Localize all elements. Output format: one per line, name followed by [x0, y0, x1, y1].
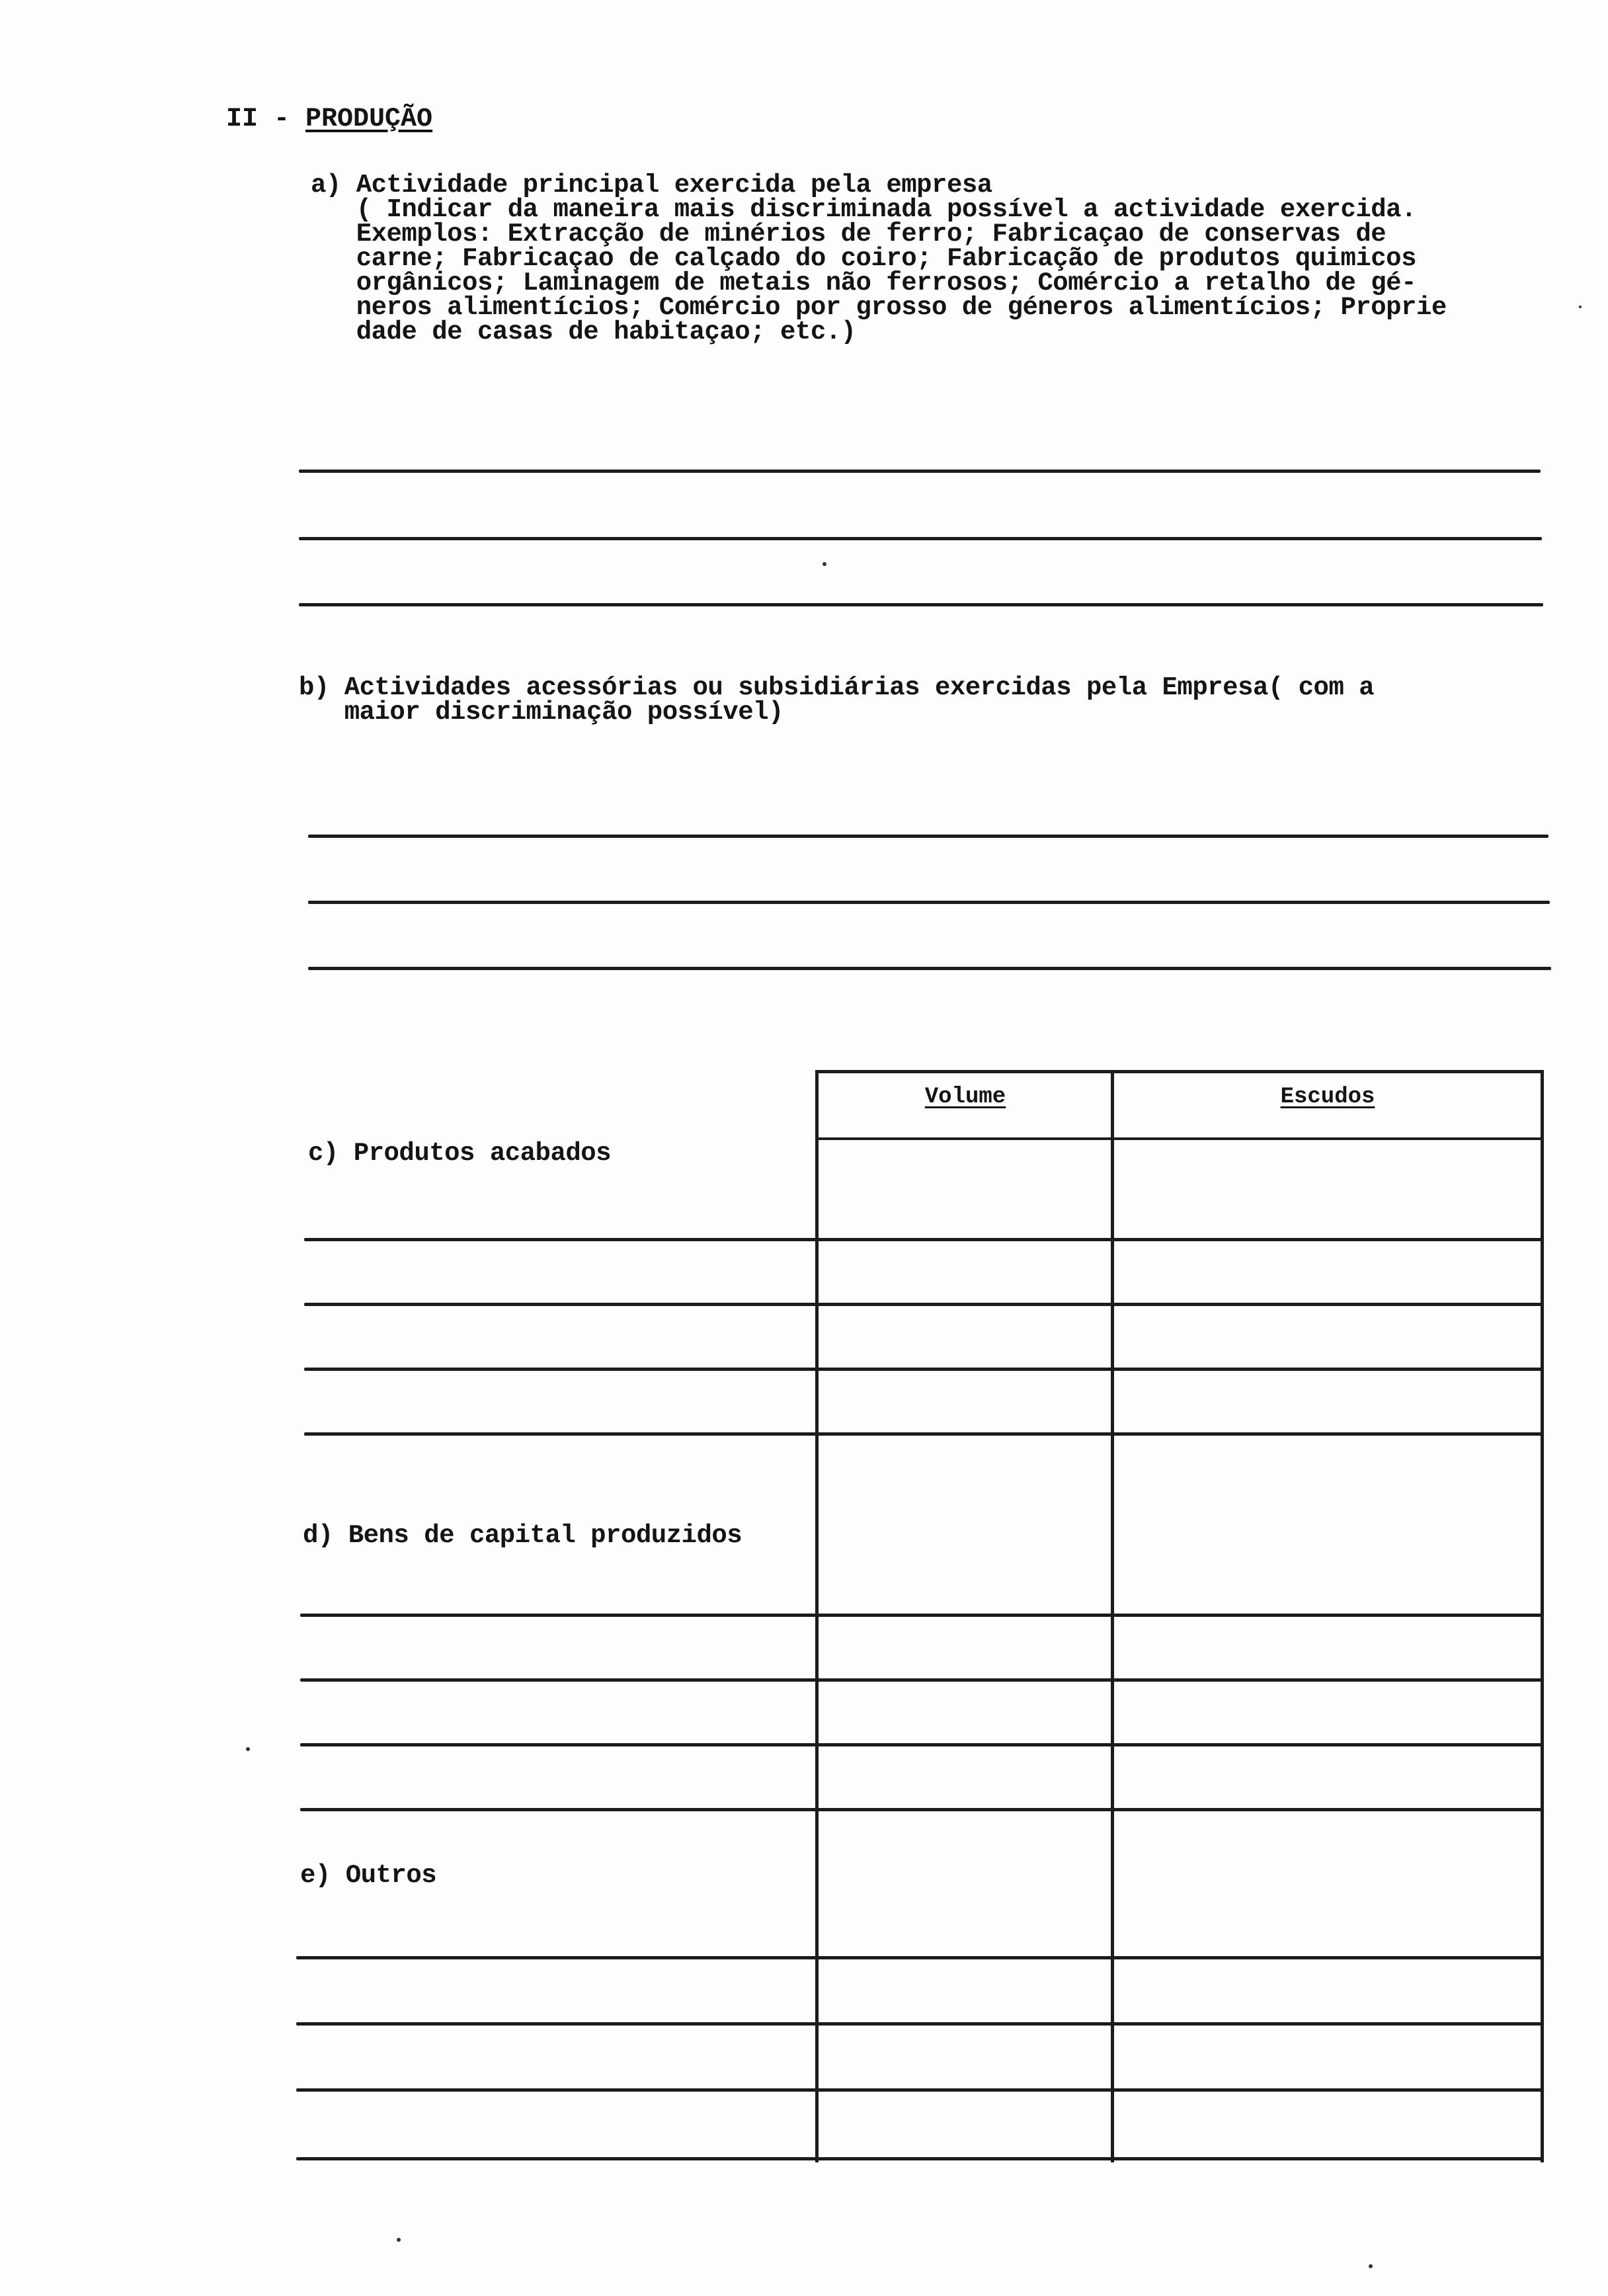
row-line-c-3[interactable]: [304, 1368, 1544, 1371]
item-a-line-1: a) Actividade principal exercida pela empresa: [311, 171, 992, 200]
table-top-border: [815, 1070, 1544, 1073]
table-header-border: [815, 1137, 1544, 1140]
row-line-d-4[interactable]: [300, 1808, 1544, 1811]
row-line-e-3[interactable]: [296, 2088, 1544, 2092]
answer-line-b-1[interactable]: [308, 835, 1548, 838]
column-header-volume: Volume: [924, 1085, 1006, 1110]
answer-line-b-3[interactable]: [308, 967, 1551, 970]
column-header-escudos: Escudos: [1280, 1085, 1375, 1110]
item-b-line-2: maior discriminação possível): [299, 698, 784, 727]
scan-speck: [1579, 306, 1582, 308]
item-a-line-2: ( Indicar da maneira mais discriminada possível a actividade exercida.: [311, 195, 1416, 224]
row-line-e-4[interactable]: [296, 2157, 1544, 2160]
row-line-c-4[interactable]: [304, 1432, 1544, 1436]
item-a-line-3: Exemplos: Extracção de minérios de ferro; Fabricaçao de conservas de: [311, 220, 1387, 249]
item-e-label: e) Outros: [300, 1861, 437, 1890]
item-a-line-7: dade de casas de habitaçao; etc.): [311, 317, 856, 347]
item-b-line-1: b) Actividades acessórias ou subsidiárias exercidas pela Empresa( com a: [299, 673, 1375, 702]
row-line-c-2[interactable]: [304, 1303, 1544, 1306]
row-line-d-1[interactable]: [300, 1614, 1544, 1617]
item-d-label: d) Bens de capital produzidos: [303, 1521, 743, 1550]
answer-line-b-2[interactable]: [308, 901, 1550, 904]
item-c-label: c) Produtos acabados: [308, 1139, 612, 1168]
answer-line-a-1[interactable]: [299, 470, 1541, 473]
scan-speck: [823, 562, 826, 566]
scan-speck: [1369, 2264, 1373, 2268]
item-a-line-4: carne; Fabricaçao de calçado do coiro; Fabricação de produtos quimicos: [311, 244, 1416, 273]
section-numeral: II -: [226, 104, 306, 134]
row-line-e-1[interactable]: [296, 1956, 1544, 1959]
item-a-line-5: orgânicos; Laminagem de metais não ferrosos; Comércio a retalho de gé-: [311, 268, 1416, 298]
section-title: PRODUÇÃO: [305, 104, 433, 134]
row-line-d-3[interactable]: [300, 1743, 1544, 1746]
row-line-d-2[interactable]: [300, 1678, 1544, 1682]
answer-line-a-2[interactable]: [299, 537, 1542, 540]
row-line-c-1[interactable]: [304, 1238, 1544, 1241]
scan-speck: [246, 1747, 250, 1751]
answer-line-a-3[interactable]: [299, 603, 1543, 606]
item-a-line-6: neros alimentícios; Comércio por grosso de géneros alimentícios; Proprie: [311, 293, 1447, 322]
row-line-e-2[interactable]: [296, 2022, 1544, 2026]
section-heading: [226, 104, 432, 134]
scan-speck: [397, 2238, 401, 2242]
